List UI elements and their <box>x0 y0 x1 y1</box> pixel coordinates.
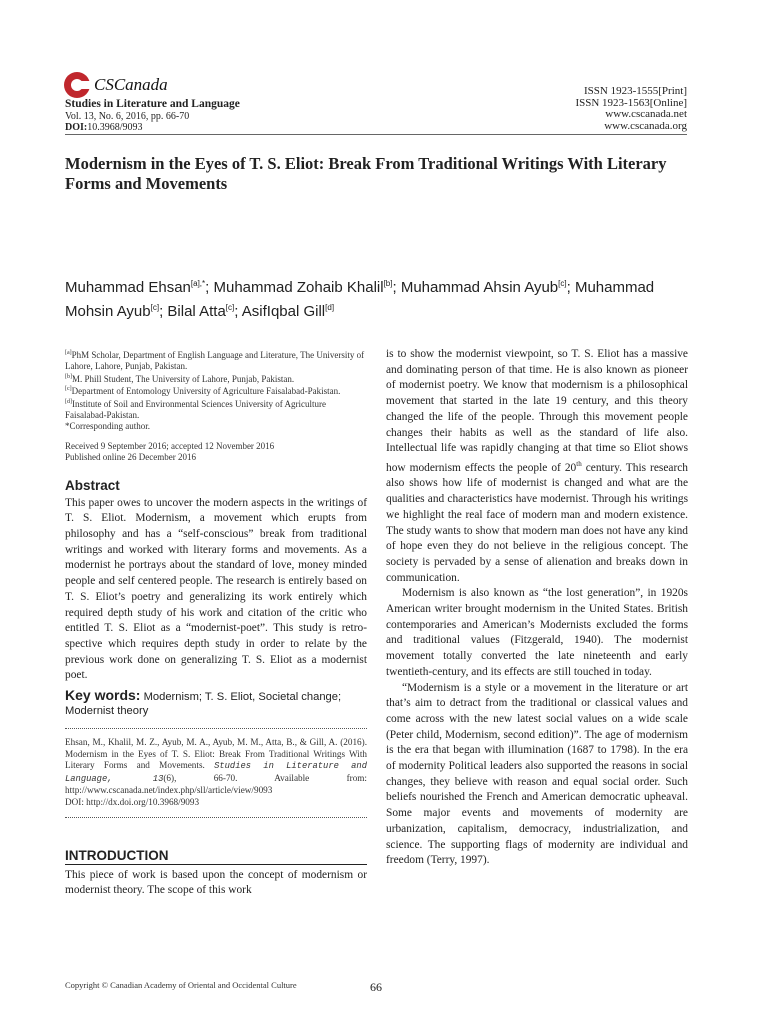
journal-name: Studies in Literature and Language <box>65 98 240 110</box>
corresponding-note: *Corresponding author. <box>65 420 150 431</box>
body-paragraph: is to show the modernist viewpoint, so T. S. Eliot has a massive and dominating person of that time. He is also known as pioneer of modernist poetry. We know that modernism is a philosophical movement that started in the late 19 century, and this theory changed the life of the people. Through this movement people changes their habits as well as the standard of life also. Intellectual life was rapidly changing at that time so Eliot shows how modernism effects the people of 20th century. This research also shows how life of modernist is changed and what are the qualities and characteristics have modernist. Through his writings we highlight the real face of modern man and modern existence. The study wants to show that modern man does not have any kind of hope even they do not believe in the religious concept. The society is pervaded by a sense of alienation and breaks down in communication. <box>386 348 688 584</box>
author: AsifIqbal Gill[d] <box>241 303 335 320</box>
keywords-text: Modernism; T. S. Eliot, Societal change; Modernist theory <box>65 691 342 718</box>
author-list <box>65 274 705 322</box>
copyright-footer: Copyright © Canadian Academy of Oriental and Occidental Culture <box>65 980 297 990</box>
reference-peter-child[interactable]: Peter child, Modernism, second edition <box>389 728 570 741</box>
reference-fitzgerald[interactable]: Fitzgerald, 1940 <box>514 634 597 647</box>
introduction-rule <box>65 864 367 865</box>
received-date: Received 9 September 2016; accepted 12 November 2016 <box>65 440 275 451</box>
cscanada-logo-icon <box>64 72 90 98</box>
issn-print: ISSN 1923-1555[Print] <box>584 85 687 97</box>
page-number: 66 <box>370 980 382 994</box>
article-dates <box>65 441 367 463</box>
header-divider <box>65 134 687 135</box>
right-column <box>386 347 688 869</box>
intro-paragraph: This piece of work is based upon the concept of modernism or modernist theory. The scope of this work <box>65 868 367 897</box>
citation-block: Ehsan, M., Khalil, M. Z., Ayub, M. A., Ayub, M. M., Atta, B., & Gill, A. (2016). Modernism in the Eyes of T. S. Eliot: Break From Traditional Writings With Literary Forms and Movements. Studies in Literature and Language, 13(6), 66-70. Available from: http://www.cscanada.net/index.php/sll/article/view/9093 DOI: http://dx.doi.org/10.3968/9093 <box>65 737 367 807</box>
site-link-2[interactable]: www.cscanada.org <box>604 119 687 132</box>
body-paragraph: Modernism is also known as “the lost generation”, in 1920s American writer brought modernism in the United States. British contemporaries and American’s Modernists excluded the forms and traditional values (Fitzgerald, 1940). The modernist movement totally converted the late nineteenth and early twentieth-century, and its effects are still touched in today. <box>386 587 688 678</box>
issn-block <box>575 86 687 132</box>
affiliation: [c]Department of Entomology University of Agriculture Faisalabad-Pakistan. <box>65 386 341 397</box>
author: Muhammad Zohaib Khalil[b]; <box>213 279 401 296</box>
author: Bilal Atta[c]; <box>167 303 242 320</box>
citation-link[interactable]: (6), 66-70. Available from: http://www.cscanada.net/index.php/sll/article/view/9093 <box>65 772 367 796</box>
introduction-heading: INTRODUCTION <box>65 847 169 863</box>
body-paragraph: “Modernism is a style or a movement in the literature or art that’s aim to detract from the traditional or classical values and come across with the new latest social values on a wide scale (Peter child, Modernism, second edition)”. The age of modernism is the era that began with illumination (1687 to 1798). In the era of modernity Political leaders also supported the reasons in social changes, they believe with reason and equal social order. Such beliefs nourished the French and American democratic upheaval. Some major events and movements of modernity are urbanization, capitalism, democracy, industrialization, and science. The supporting flags of modernity are individual and freedom (Terry, 1997). <box>386 681 688 867</box>
site-link-1[interactable]: www.cscanada.net <box>605 108 687 120</box>
affiliation: [a]PhM Scholar, Department of English Language and Literature, The University of Lahore, Lahore, Punjab, Pakistan. <box>65 350 365 371</box>
published-date: Published online 26 December 2016 <box>65 451 196 462</box>
left-column <box>65 348 367 899</box>
keywords-heading: Key words: <box>65 687 141 704</box>
affiliations <box>65 348 367 432</box>
citation-doi[interactable]: DOI: http://dx.doi.org/10.3968/9093 <box>65 796 200 807</box>
volume-info: Vol. 13, No. 6, 2016, pp. 66-70 <box>65 111 190 122</box>
doi-line <box>65 122 143 133</box>
doi-value: 10.3968/9093 <box>87 122 143 133</box>
author: Muhammad Ahsin Ayub[c]; <box>400 279 575 296</box>
doi-label: DOI: <box>65 122 88 133</box>
dotted-divider <box>65 728 367 729</box>
affiliation: [d]Institute of Soil and Environmental Sciences University of Agriculture Faisalabad-Pakistan. <box>65 399 326 420</box>
logo-text: CSCanada <box>94 75 168 94</box>
issn-online: ISSN 1923-1563[Online] <box>575 96 687 109</box>
abstract-heading: Abstract <box>65 477 120 493</box>
paper-title: Modernism in the Eyes of T. S. Eliot: Break From Traditional Writings With Literary Forms and Movements <box>65 154 667 193</box>
author: Muhammad Mohsin Ayub[c]; <box>65 279 655 320</box>
affiliation: [b]M. Phill Student, The University of Lahore, Punjab, Pakistan. <box>65 373 295 384</box>
abstract-text: This paper owes to uncover the modern aspects in the writings of T. S. Eliot. Modernism, a movement which erupts from philosophy and has a “self-conscious” break from traditional writings and worked with literary forms and movements. As a modernist he portrays about the standard of love, money minded people and self centered people. The research is entirely based on T. S. Eliot’s poetry and generalizing its work entirely which required depth study of his work and citation of the critic who entitled T. S. Eliot as a “modernist-poet”. This study is retro-spective which requires depth study in order to relate by the previous work done on generalizing T. S. Eliot as a modernist poet. <box>65 496 367 682</box>
keywords <box>65 688 367 718</box>
citation-journal: Studies in Literature and Language, 13 <box>65 761 367 784</box>
author: Muhammad Ehsan$^{[a],*}$; <box>65 279 214 296</box>
